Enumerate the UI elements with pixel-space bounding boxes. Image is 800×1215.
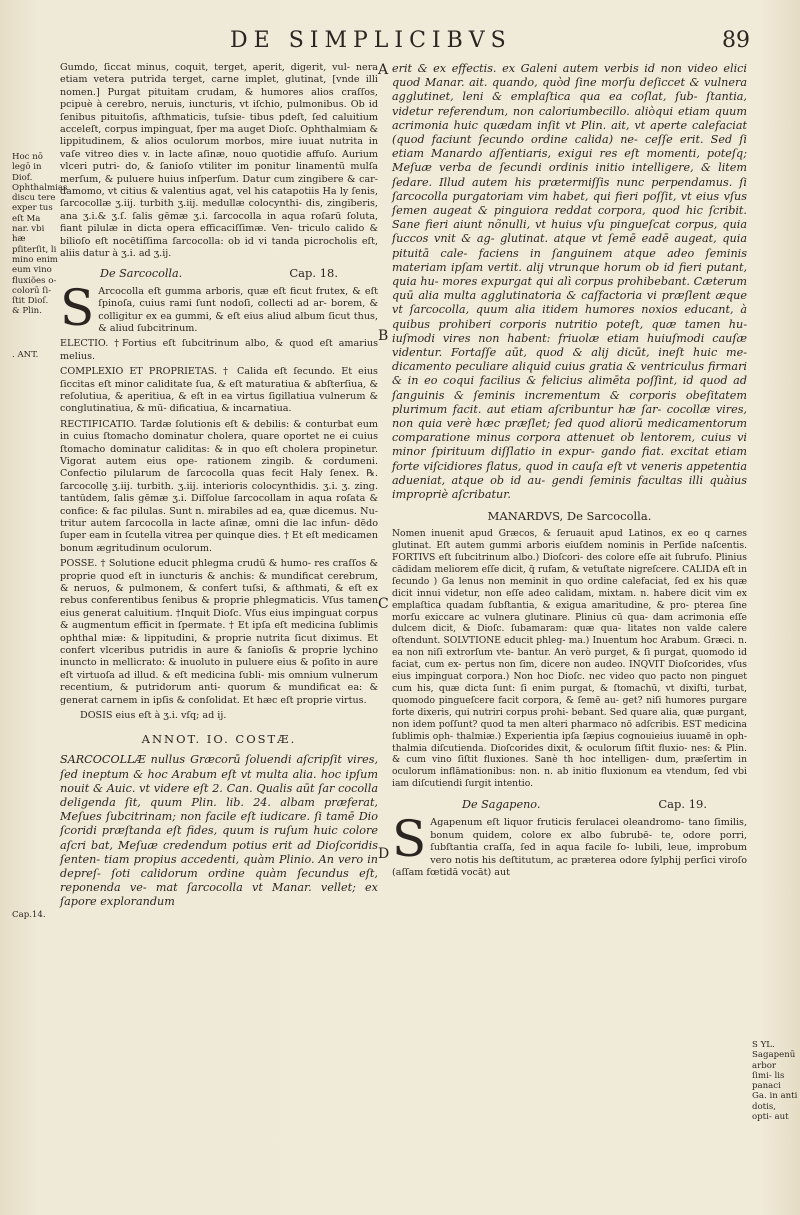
- sagapeno-title: De Sagapeno.: [462, 798, 541, 812]
- sagapeno-text: Agapenum eſt liquor fruticis ferulacei oleandromo- tano ſimilis, bonum quidem, colore ex albo ſubrubē- te, odore porri, ſubſtantia craſſa, ſed in aqua facile ſo- lubili, leue, improbum vero notis his deſtitutum, ac præterea odore ſylphij perſici viroſo (aſſam fœtidā vocāt) aut: [392, 817, 747, 878]
- paragraph-sarcocolla: [60, 278, 378, 337]
- sagapeno-paragraph: [392, 810, 747, 879]
- folio-number: 89: [722, 28, 750, 53]
- left-margin-note: Hoc nō legō in Diof. Ophthalmias discu tere exper tus eſt Ma nar. vbi hæ pſiterſit, li mino enim eum vino fluxiões o- colorū ſi- ſtit Dioſ. & Plin.: [12, 152, 68, 317]
- manardus-text: Nomen inuenit apud Græcos, & ſeruauit apud Latinos, ex eo q carnes glutinat. Eſt autem gummi arboris eiuſdem nominis in Perſide naſcentis. FORTIVS eſt ſubcitrinum albo.) Dioſcori- des colore eſſe ait ſubrufo. Plinius cādidam meliorem eſſe dicit, q̃ rufam, & vetuſtate nigreſcere. CALIDA eſt in ſecundo ) Ga lenus non meminit in quo ordine calefaciat, ſed ex his quæ dicit innui videtur, non eſſe adeo calidam, mixtam. n. habere dicit vim ex emplaſtica quadam ſubſtantia, & exigua amaritudine, & pro- pterea ſine morſu exiccare ac vulnera glutinare. Plinius cū qua- dam acrimonia eſſe dulcem dicit, & Dioſc. ſubamaram: quæ qua- litates non valde calere oſtendunt. SOLVTIONE educit phleg- ma.) Inuentum hoc Arabum. Græci. n. ea non niſi extrorſum vte- bantur. An verò purget, & ſi purgat, quomodo id faciat, cum ex- pertus non ſim, dicere non audeo. INQVIT Dioſcorides, vſus eius impinguat corpora.) Non hoc Dioſc. nec video quo pacto non pinguet cum his, quæ dicta ſunt: ſi enim purgat, & ſtomachū, vt dixiſti, turbat, quomodo pingueſcere facit corpora, & ſemē au- get? niſi humores purgare forte dixeris, qui nutriri corpus prohi- bebant. Sed quare alia, quæ purgant, non idem poſſunt? quod ta men alteri pharmaco nō adſcribis. EST medicina ſublimis oph- thalmiæ.) Experientia ipſa ſæpius cognouieius iuuamē in oph- thalmia diſcutienda. Dioſcorides dixit, & oculorum ſiſtit fluxio- nes: & Plin. & cum vino ſiſtit fluxiones. Sanè th hoc intelligen- dum, præſertim in oculorum inflāmationibus: non. n. ab initio fluxionum ea vtendum, ſed vbi iam diſcutiendi ſurgit intentio.: [392, 528, 747, 790]
- section-letter-c: C: [378, 596, 389, 612]
- paragraph-rectificatio: RECTIFICATIO. Tardæ ſolutionis eſt & debilis: & conturbat eum in cuius ſtomacho dominatur cholera, quare oportet ne ei cuius ſtomacho dominatur caliditas: & in quo eſt cholera propinetur. Vigorat autem eius ope- rationem zingib. & cordumeni. Confectio pilularum de ſarcocolla quas fecit Haly ſenex. ℞. ſarcocollę ʒ.iij. turbith. ʒ.iij. interioris colocynthidis. ʒ.i. ʒ. zing. tantūdem, ſalis gēmæ ʒ.i. Diſſolue ſarcocollam in aqua roſata & confice: & fac pilulas. Sunt n. mirabiles ad ea, quæ dicemus. Nu- tritur autem ſarcocolla in lacte aſinæ, omni die lac infun- dēdo ſuper eam in ſcutella vitrea per quinque dies. † Et eſt medicamen bonum ægritudinum oculorum.: [60, 418, 378, 554]
- drop-capital: S: [60, 278, 95, 337]
- annotation-text: SARCOCOLLÆ nullus Græcorū ſoluendi aſcripſit vires, ſed ineptum & hoc Arabum eſt vt multa alia. hoc ipſum nouit & Auic. vt videre eſt 2. Can. Qualis aūt ſar cocolla deligenda ſit, quum Plin. lib. 24. albam præferat, Meſues ſubcitrinam; non facile eſt iudicare. ſi tamē Dio ſcoridi præſtanda eſt fides, quum is ruſum huic colore aſcri bat, Meſuæ credendum potius erit ad Dioſcoridis ſenten- tiam propius accedenti, quàm Plinio. An vero in depreſ- ſoti calidorum ordine quàm ſecundus eſt, reponenda ve- mat ſarcocolla vt Manar. vellet; ex ſapore explorandum: [60, 753, 378, 909]
- right-column: [392, 62, 747, 879]
- left-margin-cap: Cap.14.: [12, 910, 46, 920]
- paragraph-complexio: COMPLEXIO ET PROPRIETAS. † Calida eſt ſecundo. Et eius ſiccitas eſt minor caliditate ſua, & eſt maturatiua & abſterſiua, & reſolutiua, & aperitiua, & eſt in ea virtus ſigillatiua vulnerum & conglutinatiua, & mū- dificatiua, & incarnatiua.: [60, 366, 378, 415]
- left-column: [60, 62, 378, 910]
- manardus-heading: MANARDVS, De Sarcocolla.: [487, 509, 652, 524]
- paragraph-dosis: DOSIS eius eſt à ʒ.i. vſq; ad ij.: [80, 710, 227, 722]
- commentary-text: erit & ex effectis. ex Galeni autem verbis id non video elici quod Manar. ait. quando, quòd ſine morſu deſiccet & vulnera agglutinet, leni & emplaſtica qua ea coſlat, ſub- ſtantia, videtur referendum, non caloriumbecillo. aliòqui etiam quum acrimonia huic quædam inſit vt Plin. ait, vt aperte calefaciat (quod faciunt ſecundo ordine calida) ne- ceſſe erit. Sed ſi etiam Manardo aſſentiaris, exigui res eſt momenti, poteſq; Meſuæ verba de ſecundi ordinis initio intelligere, & litem ſedare. Illud autem his prætermiſſis nunc perpendamus. ſi ſarcocolla purgatoriam vim habet, qui fieri poſſit, vt eius vſus ſemen augeat & pinguiora reddat corpora, quod hic ſcribit. Sane fieri aiunt nõnulli, vt huius vſu pingueſcat corpus, quia ſuccos vnit & ag- glutinat. atque vt ſemē eadē augeat, quia pituitā cale- faciens in ſanguinem atque adeo ſeminis materiam ipſam vertit. alij vtrunque horum ob id fieri putant, quia hu- mores expurgat qui alì corpus prohibebant. Cæterum quū alia multa agglutinatoria & caſfactoria vi præſlent æque vt ſarcocolla, quum alia itidem humores noxios educant, à quibus prohiberi corporis nutritio poteſt, quæ tamen hu- iuſmodi vires non habent: friuolæ etiam huiuſmodi cauſæ videntur. Fortaſſe aūt, quod & alij dicūt, ineſt huic me- dicamento peculiare aliquid cuius gratia & ventriculus firmari & in eo coqui facilius & felicius alimēta poſſint, id quod ad ſanguinis & ſeminis incrementum & corporis obeſitatem plurimum facit. aut etiam aſcribuntur hæ ſar- cocollæ vires, non quia verè hæc præſlet; ſed quod aliorū medicamentorum comparatione minus corpora attenuet ob lentorem, cuius vi minor ſpirituum diſſlatio in expur- gando fiat. excitat etiam forte viſcidiores flatus, quod in cauſa eſt vt veneris appetentia adueniat, atque ob id au- gendi ſeminis facultas illi quàius impropriè aſcribatur.: [392, 62, 747, 502]
- section-letter-b: B: [378, 328, 389, 344]
- running-head: DE SIMPLICIBVS: [230, 28, 512, 53]
- paragraph-posse: POSSE. † Solutione educit phlegma crudū & humo- res craſſos & proprie quod eſt in iuncturis & anchis: & mundificat cerebrum, & neruos, & pulmonem, & confert tuſsi, & aſthmati, & eſt ex rebus conferentibus ſenibus & proprie phlegmaticis. Vſus tamen eius generat caluitium. †Inquit Dioſc. Vſus eius impinguat corpus & augmentum efficit in ſpermate. † Et ipſa eſt medicina ſublimis ophthal miæ: & lippitudini, & proprie nutrita ſicut diximus. Et confert vlceribus putridis in aure & ſanioſis & proprie lychino inuncto in mellicrato: & inuoluto in puluere eius & poſito in aure eſt virtuoſa ad illud. & eſt medicina ſubli- mis omnium vulnerum recentium, & putridorum anti- quorum & mundificat ea: & generat carnem in ipſis & conſolidat. Et hæc eſt proprie virtus.: [60, 558, 378, 706]
- annotation-heading: ANNOT. IO. COSTÆ.: [141, 731, 297, 746]
- heading-title: De Sarcocolla.: [100, 266, 183, 280]
- section-letter-d: D: [378, 846, 390, 862]
- right-margin-note: S YL. Sagapenū arbor ſimi- lis panaci Ga. in anti dotis, opti- aut: [752, 1040, 798, 1123]
- section-heading-sarcocolla: [60, 267, 378, 281]
- paragraph-intro: Gumdo, ſiccat minus, coquit, terget, aperit, digerit, vul- nera etiam vetera putrida terget, carne implet, glutinat, [vnde illi nomen.] Purgat pituitam crudam, & humores alios craſſos, pcipuè à cerebro, neruis, iuncturis, vt iſchio, pulmonibus. Ob id ſenibus pituitoſis, aſthmaticis, tuſsie- tibus pdeſt, ſed caluitium acceleſt, corpus impinguat, ſper ma auget Dioſc. Ophthalmiam & lippitudinem, & alios oculorum morbos, mire iuuat nutrita in vaſe vitreo dies v. in lacte aſinæ, nouo quotidie affuſo. Aurium vlceri putri- do, & ſanioſo vtiliter im ponitur linamentū mulſa merſum, & puluere huius inſperſum. Datur cum zingibere & car- damomo, vt citius & valentius agat, vel his catapotiis Ha ly ſenis, ſarcocollæ ʒ.iij. turbith ʒ.iij. medullæ colocynthi- dis, zingiberis, ana ʒ.i.& ʒ.ſ. ſalis gēmæ ʒ.i. ſarcocolla in aqua roſarū ſoluta, fiant pilulæ in dicta opera efficaciſſimæ. Ven- triculo calido & bilioſo eſt nocētiſſima ſarcocolla: ob id vi tanda picrocholis eſt, aliis datur à ʒ.i. ad ʒ.ij.: [60, 62, 378, 260]
- drop-capital-2: S: [392, 810, 427, 869]
- paragraph-electio: ELECTIO. †Fortius eſt ſubcitrinum albo, & quod eſt amarius melius.: [60, 338, 378, 362]
- chapter-number: Cap. 18.: [289, 265, 338, 280]
- section-letter-a: A: [378, 62, 389, 78]
- sagapeno-heading: [392, 798, 747, 812]
- sagapeno-chapter: Cap. 19.: [658, 797, 707, 812]
- paragraph-text: Arcocolla eſt gumma arboris, quæ eſt ficut frutex, & eſt ſpinoſa, cuius rami ſunt nodoſi, collecti ad ar- borem, & colligitur ex ea gummi, & eſt eius aliud album ſicut thus, & aliud ſubcitrinum.: [98, 285, 378, 334]
- left-margin-ant: . ANT.: [12, 350, 39, 360]
